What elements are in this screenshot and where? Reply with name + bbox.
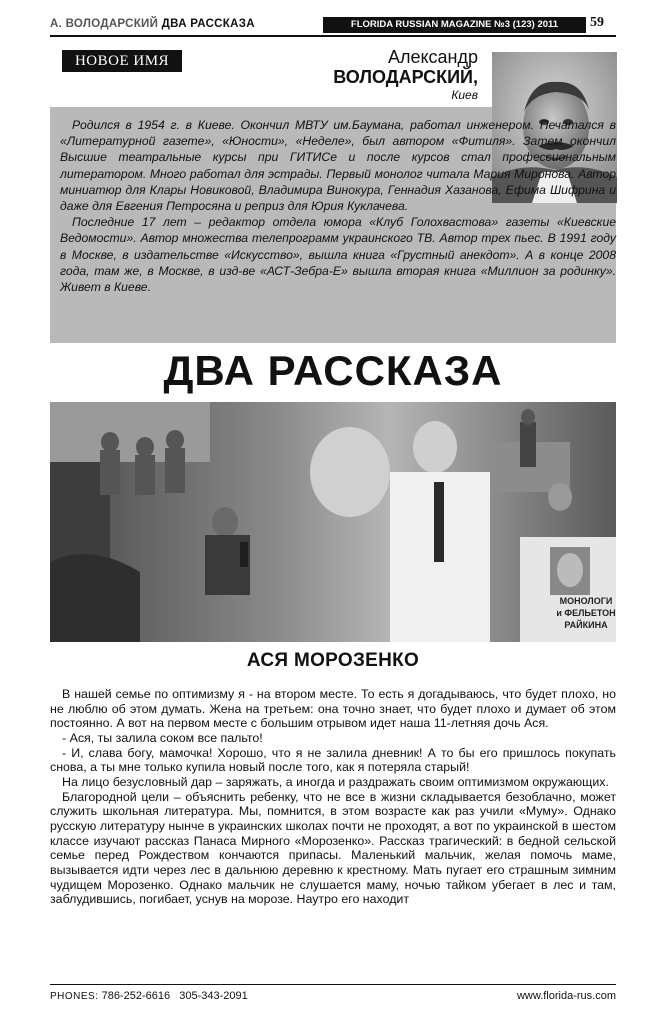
bio-text <box>60 117 616 295</box>
footer-url[interactable]: www.florida-rus.com <box>516 990 616 1002</box>
author-last-name: ВОЛОДАРСКИЙ, <box>333 67 478 87</box>
story-paragraph: - И, слава богу, мамочка! Хорошо, что я не залила дневник! А то бы его пришлось покупать снова, а ты мне только купила новый после того, как я потеряла старый! <box>50 745 616 775</box>
story-paragraph: На лицо безусловный дар – заряжать, а иногда и раздражать своим оптимизмом окружающих. <box>62 774 609 789</box>
running-head-author: А. ВОЛОДАРСКИЙ <box>50 18 159 30</box>
story-paragraph: В нашей семье по оптимизму я - на втором месте. То есть я догадываюсь, что будет плохо, но не люблю об этом думать. Жена на третьем: она точно знает, что будет плохо и думает об этом постоянно. А вот на первом месте с большим отрывом идет наша 11-летняя дочь Ася. <box>50 687 616 731</box>
running-head-section: ДВА РАССКАЗА <box>161 18 255 30</box>
story-paragraph: Благородной цели – объяснить ребенку, что не все в жизни складывается безоблачно, может служить школьная литература. Мы, помнится, в этом возрасте как раз учили «Муму». Однако русскую литературу нынче в украинских школах почти не проходят, а вот по украинской в шестом классе изучают рассказ Панаса Мирного «Морозенко». Рассказ трагический: в бедной сельской семье перед Рождеством кончаются припасы. Маленький мальчик, желая помочь маме, вызывается идти через лес в дальнюю деревню к крестному. Мать пугает его страшным зимним чудищем Морозенко. Однако мальчик не слушается маму, ночью тайком убегает в лес и там, заблудившись, погибает, уснув на морозе. Наутро его находит <box>50 789 616 907</box>
phone-numbers: 786-252-6616 305-343-2091 <box>101 990 248 1002</box>
new-name-badge: НОВОЕ ИМЯ <box>62 50 182 72</box>
footer-phones <box>50 990 248 1002</box>
footer-rule <box>50 984 616 985</box>
header-rule <box>50 35 616 37</box>
author-city: Киев <box>451 88 478 102</box>
story-body <box>50 687 616 907</box>
illustration-collage <box>50 402 616 642</box>
magazine-banner: FLORIDA RUSSIAN MAGAZINE №3 (123) 2011 <box>323 17 586 33</box>
page-number: 59 <box>590 15 604 30</box>
story-title: АСЯ МОРОЗЕНКО <box>246 650 420 671</box>
running-head <box>50 18 255 30</box>
poster-line: РАЙКИНА <box>564 620 608 630</box>
bio-paragraph: Родился в 1954 г. в Киеве. Окончил МВТУ им.Баумана, работал инженером. Печатался в «Литературной газете», «Юности», «Неделе», был автором «Фитиля». Затем окончил Высшие театральные курсы при ГИТИСе и после курсов стал профессиональным литератором. Много работал для эстрады. Первый монолог читала Мария Миронова. Автор миниатюр для Клары Новиковой, Владимира Винокура, Геннадия Хазанова, Ефима Шифрина и даже для Евгения Петросяна и реприз для Юрия Куклачева. <box>60 118 616 214</box>
poster-caption <box>556 595 616 631</box>
article-title: ДВА РАССКАЗА <box>163 347 503 394</box>
story-paragraph: - Ася, ты залила соком все пальто! <box>62 730 263 745</box>
bio-paragraph: Последние 17 лет – редактор отдела юмора «Клуб Голохвастова» газеты «Киевские Ведомости». Автор множества телепрограмм украинского ТВ. Автор трех пьес. В 1991 году в Москве, в издательстве «Искусство», вышла книга «Грустный анекдот». А в конце 2008 года, там же, в Москве, в изд-ве «АСТ-Зебра-Е» вышла вторая книга «Миллион за родинку». Живет в Киеве. <box>60 215 616 295</box>
poster-line: МОНОЛОГИ и ФЕЛЬЕТОН <box>556 596 616 618</box>
phones-label: PHONES: <box>50 991 99 1002</box>
author-first-name: Александр <box>387 47 478 67</box>
